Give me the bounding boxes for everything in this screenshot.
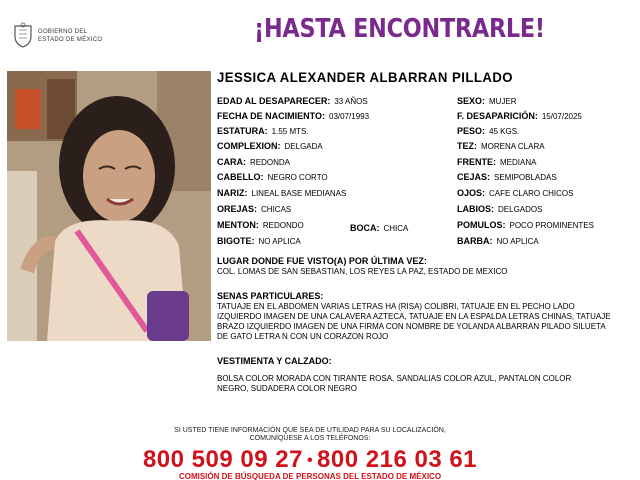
field-value: REDONDA (250, 158, 291, 167)
field-value: LINEAL BASE MEDIANAS (251, 189, 347, 198)
field-ojos (457, 188, 573, 199)
field-value: 15/07/2025 (541, 112, 582, 121)
field-value: DELGADOS (498, 205, 543, 214)
field-edad (217, 96, 368, 107)
field-labios (457, 204, 542, 215)
separator-dot: • (306, 451, 314, 469)
field-value: 03/07/1993 (329, 112, 370, 121)
field-label: FRENTE: (457, 157, 496, 167)
field-value: CAFE CLARO CHICOS (489, 189, 574, 198)
field-barba (457, 236, 539, 247)
field-label: LABIOS: (457, 204, 494, 214)
field-label: BOCA: (350, 223, 380, 233)
field-value: MORENA CLARA (481, 142, 545, 151)
government-logo (12, 22, 122, 52)
contact-note-line-2: COMUNÍQUESE A LOS TELÉFONOS: (249, 435, 371, 442)
field-label: OJOS: (457, 188, 486, 198)
field-sexo (457, 96, 517, 107)
field-frente (457, 157, 536, 168)
person-name: JESSICA ALEXANDER ALBARRAN PILLADO (217, 69, 514, 85)
field-label: CABELLO: (217, 172, 264, 182)
logo-line-1: GOBIERNO DEL (38, 29, 88, 35)
field-pomulos (457, 220, 594, 231)
field-orejas (217, 204, 291, 215)
field-fecha-nacimiento (217, 111, 369, 122)
coat-of-arms-icon (12, 22, 34, 48)
field-label: OREJAS: (217, 204, 258, 214)
field-label: CEJAS: (457, 172, 491, 182)
phone-2: 800 216 03 61 (317, 446, 478, 473)
field-value: 45 KGS. (489, 127, 520, 136)
field-value: CHICA (383, 224, 409, 233)
marks-text: TATUAJE EN EL ABDOMEN VARIAS LETRAS HA (RISA) COLIBRI, TATUAJE EN EL PECHO LADO IZQUIERDO IMAGEN DE UNA CALAVERA AZTECA, TATUAJE EN LA ESPALDA LETRAS CHINAS, TATUAJE BRAZO IZQUIERDO IMAGEN DE UNA FIRMA CON NOMBRE DE YOLANDA ALBARRAN PILADO SILUETA DE GATO LETRA N CON UN CORAZON ROJO (217, 302, 611, 341)
field-label: POMULOS: (457, 220, 506, 230)
field-cabello (217, 172, 328, 183)
field-label: BARBA: (457, 236, 493, 246)
field-value: NO APLICA (258, 237, 301, 246)
phone-numbers (0, 446, 620, 474)
field-value: REDONDO (262, 221, 304, 230)
marks-title: SENAS PARTICULARES: (217, 291, 324, 301)
logo-line-2: ESTADO DE MÉXICO (38, 37, 103, 43)
field-value: 1.55 MTS. (271, 127, 309, 136)
missing-person-photo (7, 71, 211, 341)
field-label: BIGOTE: (217, 236, 255, 246)
field-value: SEMIPOBLADAS (494, 173, 557, 182)
field-label: EDAD AL DESAPARECER: (217, 96, 331, 106)
field-label: MENTON: (217, 220, 259, 230)
field-tez (457, 141, 545, 152)
field-cejas (457, 172, 557, 183)
contact-note-line-1: SI USTED TIENE INFORMACIÓN QUE SEA DE UTILIDAD PARA SU LOCALIZACIÓN, (174, 427, 446, 434)
last-seen-title: LUGAR DONDE FUE VISTO(A) POR ÚLTIMA VEZ: (217, 256, 427, 266)
field-value: MUJER (489, 97, 517, 106)
field-label: F. DESAPARICIÓN: (457, 111, 538, 121)
field-complexion (217, 141, 323, 152)
field-cara (217, 157, 290, 168)
phone-1: 800 509 09 27 (142, 446, 303, 473)
field-nariz (217, 188, 346, 199)
field-label: PESO: (457, 126, 486, 136)
field-peso (457, 126, 519, 137)
clothing-text: BOLSA COLOR MORADA CON TIRANTE ROSA, SANDALIAS COLOR AZUL, PANTALON COLOR NEGRO, SUDADERA COLOR NEGRO (217, 374, 572, 393)
field-value: MEDIANA (500, 158, 537, 167)
field-label: FECHA DE NACIMIENTO: (217, 111, 325, 121)
field-label: TEZ: (457, 141, 477, 151)
field-value: DELGADA (284, 142, 323, 151)
field-estatura (217, 126, 309, 137)
field-boca (350, 223, 408, 234)
field-value: CHICAS (261, 205, 292, 214)
last-seen-text: COL. LOMAS DE SAN SEBASTIAN, LOS REYES LA PAZ, ESTADO DE MEXICO (217, 267, 508, 276)
field-label: CARA: (217, 157, 246, 167)
field-value: NO APLICA (496, 237, 539, 246)
field-value: 33 AÑOS (334, 97, 368, 106)
field-label: COMPLEXION: (217, 141, 281, 151)
field-fecha-desaparicion (457, 111, 582, 122)
field-value: NEGRO CORTO (267, 173, 328, 182)
field-label: NARIZ: (217, 188, 248, 198)
clothing-title: VESTIMENTA Y CALZADO: (217, 356, 332, 366)
field-menton (217, 220, 304, 231)
field-label: ESTATURA: (217, 126, 268, 136)
field-bigote (217, 236, 301, 247)
headline: ¡HASTA ENCONTRARLE! (254, 14, 545, 44)
logo-text (38, 28, 102, 44)
field-value: POCO PROMINENTES (509, 221, 594, 230)
field-label: SEXO: (457, 96, 486, 106)
commission-name: COMISIÓN DE BÚSQUEDA DE PERSONAS DEL ESTADO DE MÉXICO (178, 472, 442, 480)
